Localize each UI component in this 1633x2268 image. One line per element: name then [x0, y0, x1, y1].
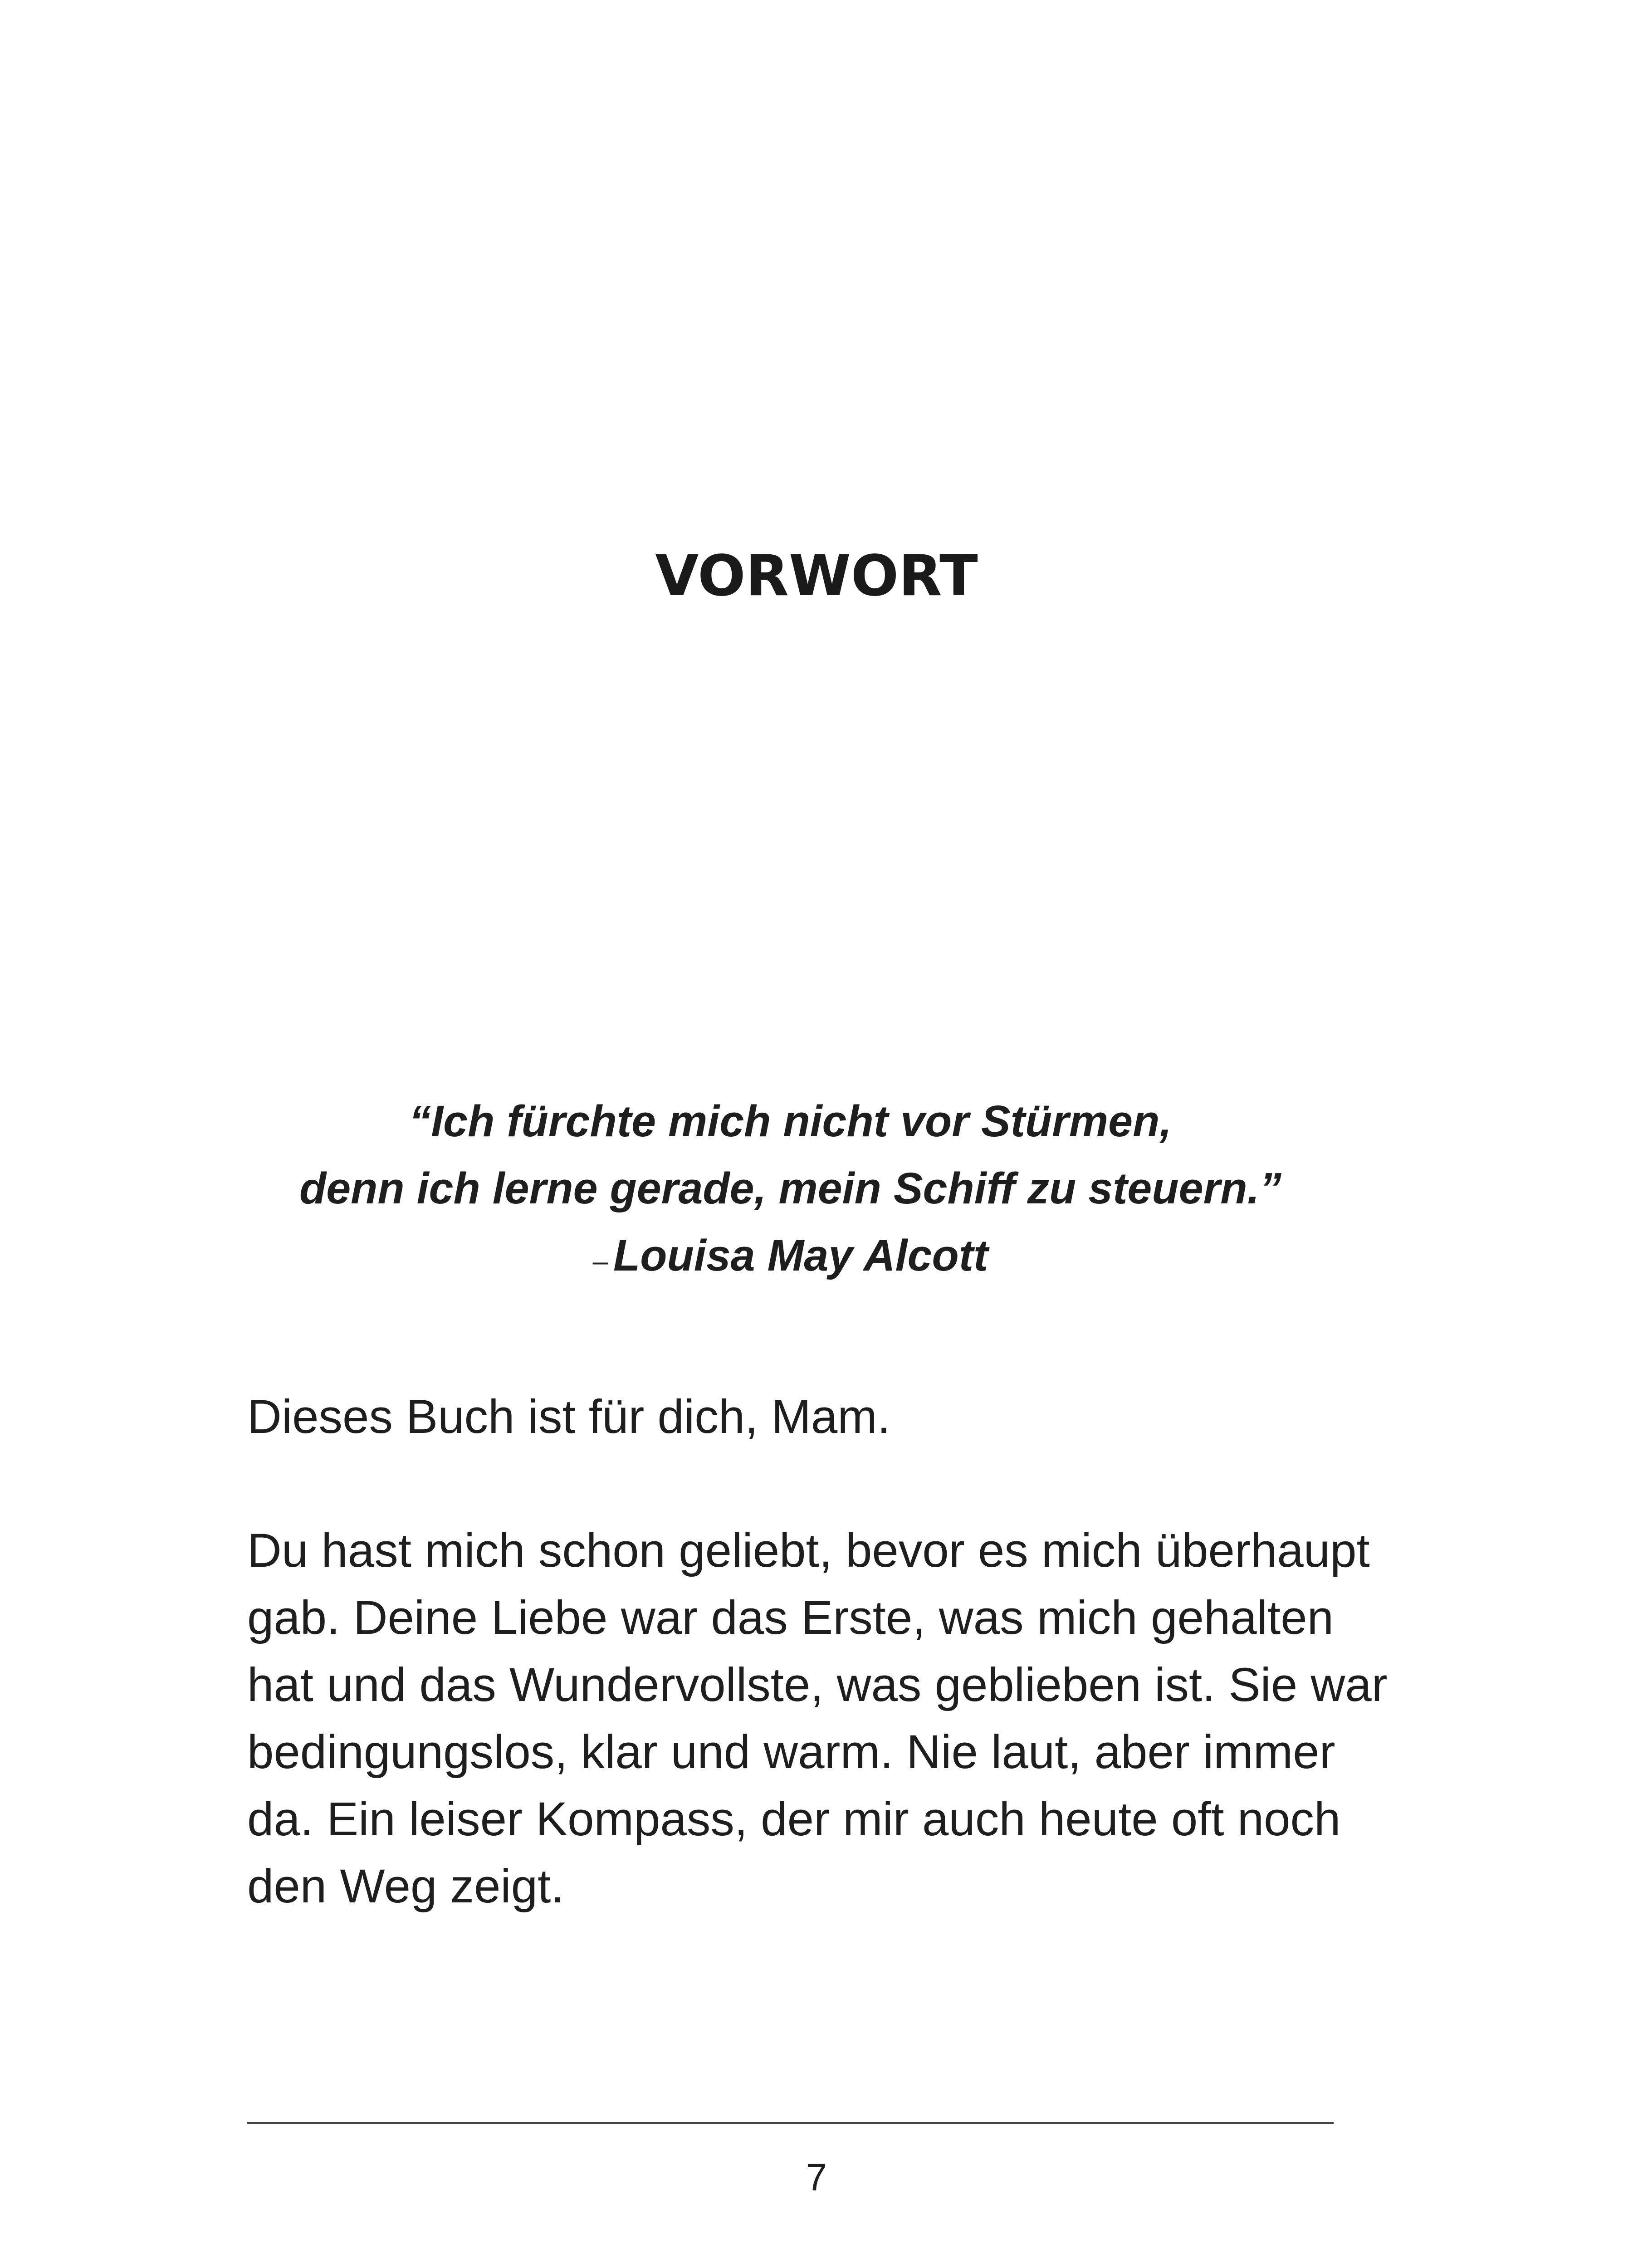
- body-paragraph: [247, 1517, 1388, 1920]
- paragraph-line: hat und das Wundervollste, was geblieben ist. Sie war: [247, 1658, 1388, 1711]
- footer-divider: [247, 2122, 1334, 2124]
- paragraph-line: den Weg zeigt.: [247, 1860, 564, 1913]
- epigraph-line-1: “Ich fürchte mich nicht vor Stürmen,: [409, 1096, 1172, 1146]
- epigraph-line-2: denn ich lerne gerade, mein Schiff zu steuern.”: [299, 1163, 1282, 1213]
- paragraph-line: gab. Deine Liebe war das Erste, was mich gehalten: [247, 1591, 1334, 1644]
- attribution-dash: –: [592, 1246, 608, 1276]
- chapter-title: VORWORT: [655, 543, 978, 609]
- dedication-line: Dieses Buch ist für dich, Mam.: [247, 1390, 890, 1443]
- paragraph-line: da. Ein leiser Kompass, der mir auch heute oft noch: [247, 1793, 1341, 1846]
- paragraph-line: Du hast mich schon geliebt, bevor es mich überhaupt: [247, 1524, 1370, 1577]
- epigraph: [247, 1088, 1334, 1295]
- paragraph-line: bedingungslos, klar und warm. Nie laut, aber immer: [247, 1725, 1335, 1779]
- epigraph-attribution: [247, 1222, 1334, 1295]
- page-number: 7: [806, 2156, 827, 2199]
- epigraph-author: Louisa May Alcott: [613, 1231, 988, 1280]
